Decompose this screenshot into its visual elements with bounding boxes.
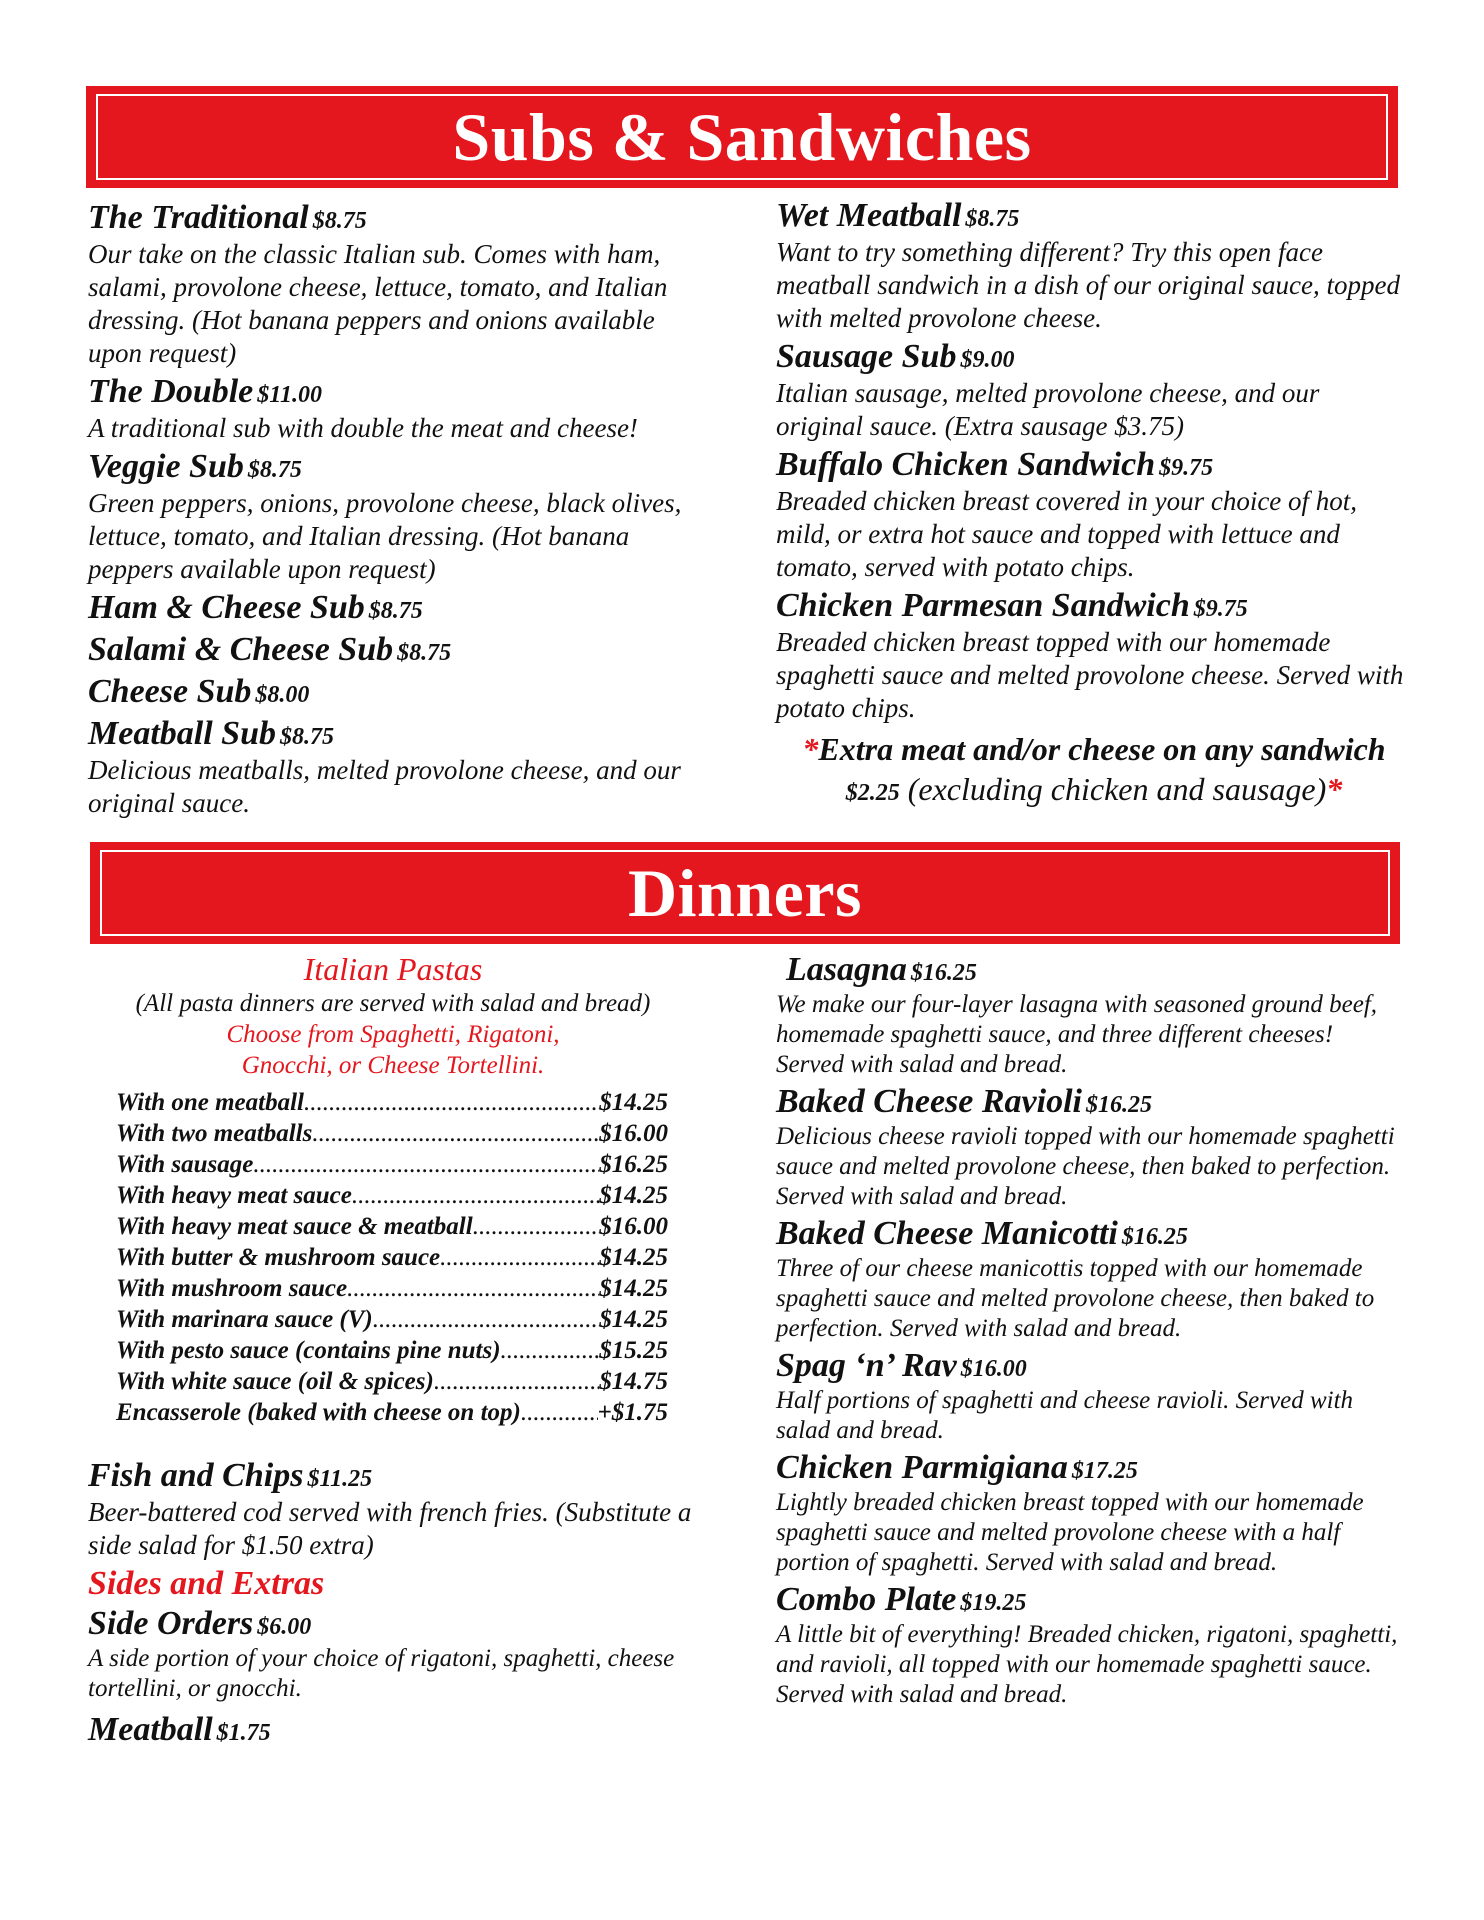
pasta-option [116, 1211, 668, 1242]
leader-dots [352, 1180, 599, 1211]
subs-banner-frame [96, 94, 1388, 180]
item-name: Spag ‘n’ Rav [776, 1347, 957, 1384]
item-description: Delicious meatballs, melted provolone cheese, and our original sauce. [88, 755, 681, 818]
option-price: $14.25 [599, 1244, 668, 1271]
item-description: Green peppers, onions, provolone cheese, black olives, lettuce, tomato, and Italian dressing. (Hot banana peppers available upon request) [88, 488, 682, 584]
dinners-left-column [88, 950, 708, 1752]
leader-dots [521, 1397, 598, 1428]
item-price: $9.75 [1193, 596, 1248, 622]
item-description: Delicious cheese ravioli topped with our homemade spaghetti sauce and melted provolone cheese, then baked to perfection. Served with salad and bread. [776, 1123, 1395, 1210]
option-price: $14.25 [599, 1182, 668, 1209]
item-price: $9.75 [1159, 455, 1214, 481]
option-label: With heavy meat sauce & meatball [116, 1213, 473, 1240]
note-line-1: Extra meat and/or cheese on any sandwich [818, 731, 1386, 767]
leader-dots [434, 1366, 599, 1397]
pasta-option [116, 1242, 668, 1273]
pasta-option [116, 1397, 668, 1428]
menu-item [88, 588, 708, 628]
item-name: Salami & Cheese Sub [88, 631, 394, 668]
option-label: With pesto sauce (contains pine nuts) [116, 1337, 501, 1364]
leader-dots [253, 1149, 599, 1180]
item-description: A side portion of your choice of rigatoni, spaghetti, cheese tortellini, or gnocchi. [88, 1645, 675, 1702]
extra-meat-note [776, 729, 1412, 813]
dinners-title: Dinners [628, 854, 862, 931]
option-label: Encasserole (baked with cheese on top) [116, 1399, 521, 1426]
menu-item [776, 337, 1412, 443]
item-name: Sausage Sub [776, 338, 957, 375]
dinners-banner-frame [100, 850, 1390, 936]
item-description: Three of our cheese manicottis topped with our homemade spaghetti sauce and melted provolone cheese, then baked to perfection. Served with salad and bread. [776, 1255, 1375, 1342]
item-price: $16.25 [910, 960, 977, 986]
option-price: $14.75 [599, 1368, 668, 1395]
subs-banner [86, 86, 1398, 188]
menu-item [88, 1604, 708, 1704]
item-name: Fish and Chips [88, 1457, 304, 1494]
pasta-option [116, 1180, 668, 1211]
item-price: $17.25 [1071, 1458, 1138, 1484]
item-price: $16.25 [1085, 1092, 1152, 1118]
item-price: $9.00 [960, 347, 1015, 373]
menu-item [776, 1214, 1406, 1344]
item-description: A traditional sub with double the meat and cheese! [88, 413, 638, 443]
item-price: $8.00 [255, 682, 310, 708]
menu-item [88, 447, 708, 586]
option-label: With marinara sauce (V) [116, 1306, 373, 1333]
item-name: Wet Meatball [776, 197, 962, 234]
item-price: $8.75 [247, 457, 302, 483]
menu-item [776, 196, 1412, 335]
leader-dots [347, 1273, 599, 1304]
menu-item [88, 1710, 708, 1750]
option-label: With butter & mushroom sauce [116, 1244, 441, 1271]
note-price: $2.25 [845, 780, 900, 806]
item-name: Meatball [88, 1711, 213, 1748]
item-description: A little bit of everything! Breaded chicken, rigatoni, spaghetti, and ravioli, all topped with our homemade spaghetti sauce. Served with salad and bread. [776, 1621, 1398, 1708]
item-price: $11.00 [257, 382, 322, 408]
item-name: Chicken Parmesan Sandwich [776, 587, 1190, 624]
note-star: * [802, 731, 819, 767]
item-price: $19.25 [960, 1590, 1027, 1616]
leader-dots [501, 1335, 600, 1366]
item-name: Side Orders [88, 1605, 254, 1642]
pasta-options-list [88, 1087, 708, 1428]
item-name: Chicken Parmigiana [776, 1449, 1068, 1486]
leader-dots [312, 1118, 599, 1149]
leader-dots [473, 1211, 600, 1242]
menu-item [88, 672, 708, 712]
menu-item [88, 198, 708, 370]
subs-left-column [88, 198, 708, 822]
item-name: Combo Plate [776, 1581, 957, 1618]
menu-item [88, 1456, 708, 1562]
subs-title: Subs & Sandwiches [452, 98, 1032, 175]
item-price: $8.75 [368, 598, 423, 624]
option-label: With two meatballs [116, 1120, 313, 1147]
item-price: $8.75 [965, 206, 1020, 232]
sides-heading: Sides and Extras [88, 1565, 325, 1602]
item-description: Our take on the classic Italian sub. Comes with ham, salami, provolone cheese, lettuce, tomato, and Italian dressing. (Hot banana peppers and onions available upon request) [88, 239, 668, 368]
option-price: $15.25 [599, 1337, 668, 1364]
menu-item [776, 950, 1406, 1080]
item-name: Baked Cheese Manicotti [776, 1215, 1118, 1252]
item-description: Italian sausage, melted provolone cheese, and our original sauce. (Extra sausage $3.75) [776, 378, 1320, 441]
menu-item [776, 1346, 1406, 1446]
item-description: Breaded chicken breast topped with our homemade spaghetti sauce and melted provolone cheese. Served with potato chips. [776, 627, 1404, 723]
option-price: $14.25 [599, 1306, 668, 1333]
menu-item [776, 1580, 1406, 1710]
pasta-option [116, 1087, 668, 1118]
pasta-option [116, 1366, 668, 1397]
option-price: $14.25 [599, 1275, 668, 1302]
option-price: $16.00 [599, 1120, 668, 1147]
italian-pastas-section [88, 950, 698, 1081]
item-price: $8.75 [312, 208, 367, 234]
item-name: The Traditional [88, 199, 309, 236]
subs-right-column [776, 196, 1412, 813]
pasta-option [116, 1273, 668, 1304]
item-price: $11.25 [307, 1466, 373, 1492]
option-label: With sausage [116, 1151, 254, 1178]
item-description: Beer-battered cod served with french fries. (Substitute a side salad for $1.50 extra) [88, 1497, 692, 1560]
dinners-banner [90, 842, 1400, 944]
leader-dots [440, 1242, 599, 1273]
option-label: With mushroom sauce [116, 1275, 348, 1302]
menu-item [776, 1448, 1406, 1578]
item-name: Meatball Sub [88, 715, 276, 752]
item-description: Breaded chicken breast covered in your choice of hot, mild, or extra hot sauce and topped with lettuce and tomato, served with potato chips. [776, 486, 1358, 582]
menu-item [776, 445, 1412, 584]
option-label: With one meatball [116, 1089, 304, 1116]
option-label: With white sauce (oil & spices) [116, 1368, 434, 1395]
item-description: Half portions of spaghetti and cheese ravioli. Served with salad and bread. [776, 1387, 1354, 1444]
note-line-2: (excluding chicken and sausage) [907, 771, 1327, 807]
item-name: Buffalo Chicken Sandwich [776, 446, 1156, 483]
item-price: $1.75 [216, 1720, 271, 1746]
pasta-option [116, 1304, 668, 1335]
menu-item [88, 372, 708, 445]
pastas-choose: Choose from Spaghetti, Rigatoni, Gnocchi, or Cheese Tortellini. [226, 1021, 560, 1079]
item-description: Want to try something different? Try this open face meatball sandwich in a dish of our original sauce, topped with melted provolone cheese. [776, 237, 1400, 333]
item-name: Cheese Sub [88, 673, 252, 710]
item-name: Veggie Sub [88, 448, 244, 485]
option-price: $16.00 [599, 1213, 668, 1240]
pasta-option [116, 1149, 668, 1180]
pastas-note: (All pasta dinners are served with salad and bread) [135, 990, 651, 1017]
option-price: $16.25 [599, 1151, 668, 1178]
menu-item [776, 1082, 1406, 1212]
menu-item [88, 714, 708, 820]
pasta-option [116, 1335, 668, 1366]
pastas-heading: Italian Pastas [303, 951, 483, 987]
item-price: $16.25 [1121, 1224, 1188, 1250]
item-name: Ham & Cheese Sub [88, 589, 365, 626]
pasta-option [116, 1118, 668, 1149]
item-description: Lightly breaded chicken breast topped with our homemade spaghetti sauce and melted provolone cheese with a half portion of spaghetti. Served with salad and bread. [776, 1489, 1364, 1576]
menu-item [776, 586, 1412, 725]
option-price: +$1.75 [597, 1399, 668, 1426]
item-price: $8.75 [397, 640, 452, 666]
leader-dots [304, 1087, 599, 1118]
dinners-right-column [776, 950, 1406, 1712]
item-price: $16.00 [960, 1356, 1027, 1382]
item-price: $6.00 [257, 1614, 312, 1640]
note-star: * [1326, 771, 1343, 807]
item-description: We make our four-layer lasagna with seasoned ground beef, homemade spaghetti sauce, and three different cheeses! Served with salad and bread. [776, 991, 1378, 1078]
item-name: Lasagna [786, 951, 907, 988]
item-name: The Double [88, 373, 254, 410]
menu-item [88, 630, 708, 670]
item-name: Baked Cheese Ravioli [776, 1083, 1082, 1120]
item-price: $8.75 [279, 724, 334, 750]
option-price: $14.25 [599, 1089, 668, 1116]
option-label: With heavy meat sauce [116, 1182, 352, 1209]
leader-dots [373, 1304, 599, 1335]
